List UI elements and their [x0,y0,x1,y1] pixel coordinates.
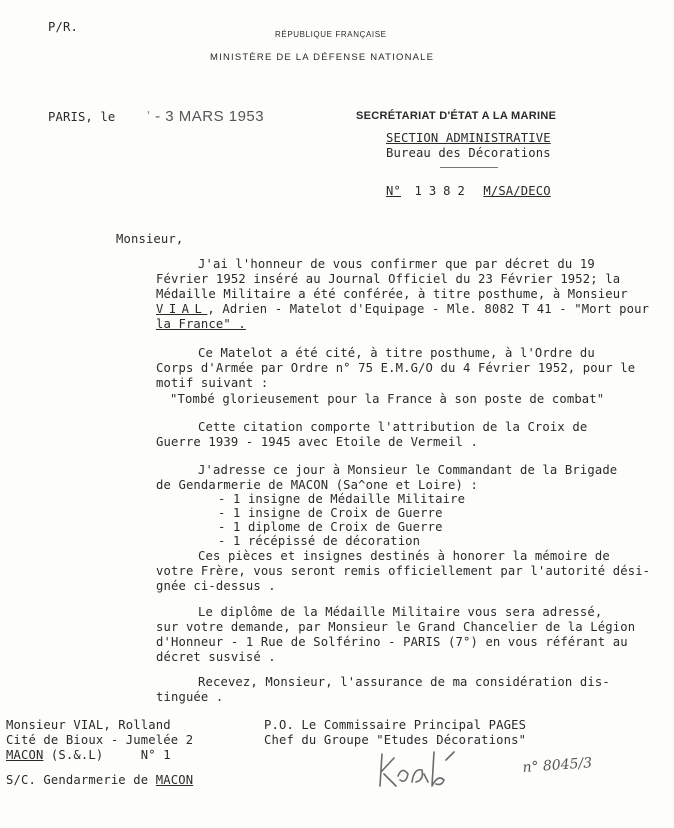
handwritten-reference: n° 8045/3 [522,755,593,776]
recipient-city [6,748,171,763]
p1-line [156,302,649,317]
list-item: - 1 insigne de Croix de Guerre [218,506,443,520]
date-stamp: ' - 3 MARS 1953 [147,108,265,125]
salutation: Monsieur, [116,232,184,246]
recipient-address: Cité de Bioux - Jumelée 2 [6,733,194,747]
sc-line [6,773,193,788]
recipient-name: Monsieur VIAL, Rolland [6,718,171,732]
secretariat-heading: SECRÉTARIAT D'ÉTAT A LA MARINE [356,110,557,122]
p1-line: la France" . [156,317,246,331]
list-item: - 1 diplome de Croix de Guerre [218,520,443,534]
section-heading: SECTION ADMINISTRATIVE [386,131,551,145]
p1-line: Médaille Militaire a été conférée, à titre posthume, à Monsieur [156,287,628,301]
ref-prefix: N° [386,184,401,198]
handwritten-signature [376,744,476,790]
citation-quote: "Tombé glorieusement pour la France à son poste de combat" [170,392,605,406]
recipient-city-name: MACON [6,748,44,762]
sc-prefix: S/C. Gendarmerie de [6,773,156,787]
p3-line: Guerre 1939 - 1945 avec Etoile de Vermeil . [156,435,478,449]
sc-city: MACON [155,773,194,787]
reference-number [386,184,551,199]
p2-line: Corps d'Armée par Ordre n° 75 E.M.G/O du 4 Février 1952, pour le [156,361,636,375]
p5-line: gnée ci-dessus . [156,579,276,593]
p6-line: Le diplôme de la Médaille Militaire vous sera adressé, [198,605,603,619]
signatory-line: P.O. Le Commissaire Principal PAGES [264,718,527,732]
ref-number: 1382 [414,184,472,198]
republic-heading: RÉPUBLIQUE FRANÇAISE [275,30,387,39]
list-item: - 1 insigne de Médaille Militaire [218,492,466,506]
p6-line: sur votre demande, par Monsieur le Grand Chancelier de la Légion [156,620,636,634]
heading-divider [440,167,498,168]
ref-suffix: M/SA/DECO [483,184,551,198]
list-item: - 1 récépissé de décoration [218,534,421,548]
p2-line: Ce Matelot a été cité, à titre posthume, à l'Ordre du [198,346,595,360]
closing-line: Recevez, Monsieur, l'assurance de ma considération dis- [198,675,610,689]
p1-line: J'ai l'honneur de vous confirmer que par décret du 19 [198,257,595,271]
place-date-prefix: PARIS, le [48,110,116,124]
ministry-heading: MINISTÈRE DE LA DÉFENSE NATIONALE [210,52,435,63]
place-date [48,106,264,125]
p6-line: décret susvisé . [156,650,276,664]
p4-line: J'adresse ce jour à Monsieur le Commandant de la Brigade [198,463,618,477]
p4-line: de Gendarmerie de MACON (Sa^one et Loire) : [156,478,478,492]
p6-line: d'Honneur - 1 Rue de Solférino - PARIS (7°) en vous référant au [156,635,628,649]
p1-line-rest: , Adrien - Matelot d'Equipage - Mle. 8082 T 41 - "Mort pour [207,302,650,316]
signatory-line: Chef du Groupe "Etudes Décorations" [264,733,527,747]
pr-mark: P/R. [48,20,78,34]
p3-line: Cette citation comporte l'attribution de la Croix de [198,420,588,434]
closing-line: tinguée . [156,690,224,704]
date-stamp-text: 3 MARS 1953 [165,108,265,125]
bureau-heading: Bureau des Décorations [386,146,551,160]
recipient-surname: VIAL [156,302,208,316]
p1-line: Février 1952 inséré au Journal Officiel du 23 Février 1952; la [156,272,621,286]
recipient-city-suffix: (S.&.L) N° 1 [43,748,171,762]
p5-line: votre Frère, vous seront remis officiellement par l'autorité dési- [156,564,651,578]
p5-line: Ces pièces et insignes destinés à honorer la mémoire de [198,549,610,563]
p2-line: motif suivant : [156,376,269,390]
